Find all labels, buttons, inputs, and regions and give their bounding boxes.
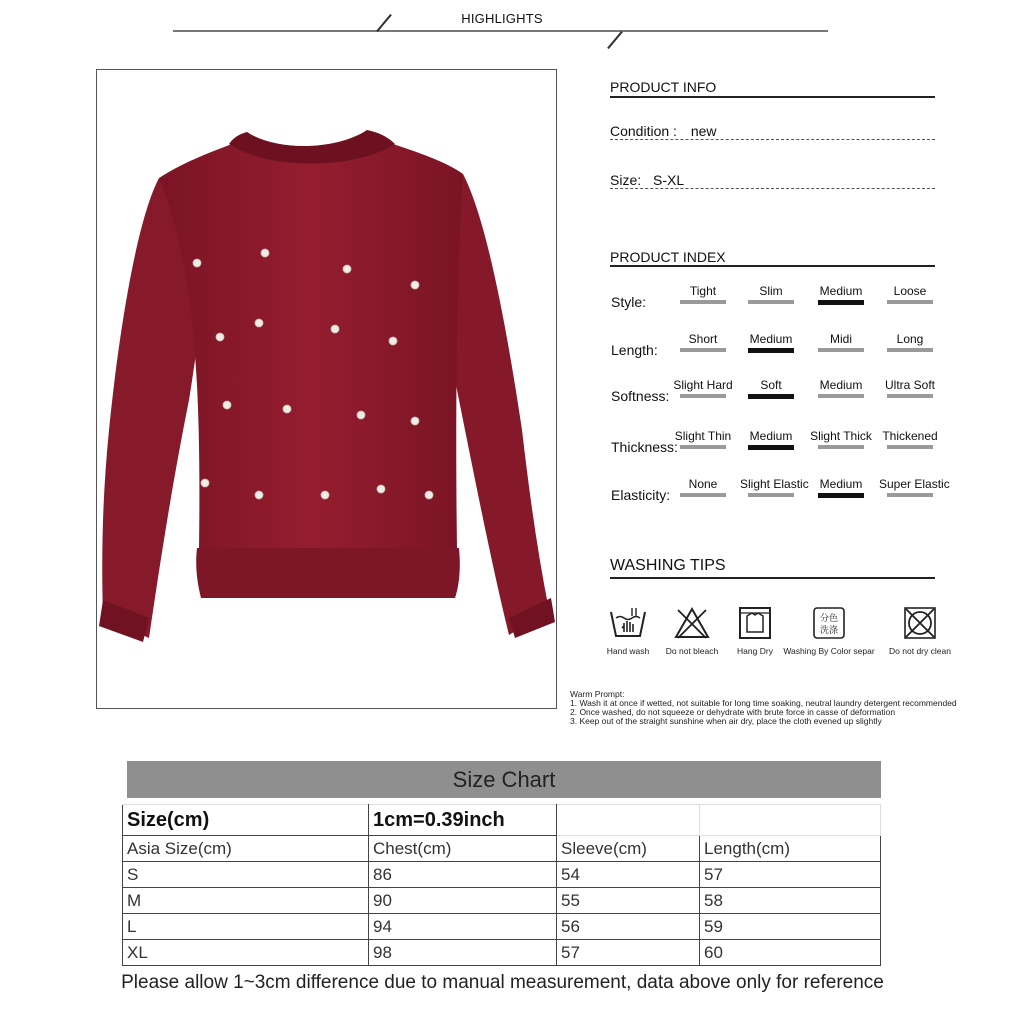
wash-by-color-glyph-bottom: 洗涤 <box>819 626 839 636</box>
pearl-bead <box>411 281 419 289</box>
blank-header-cell <box>557 805 700 836</box>
highlights-title: HIGHLIGHTS <box>461 11 543 26</box>
index-option-label: Slight Hard <box>673 378 733 392</box>
index-option <box>879 284 941 304</box>
table-cell: 58 <box>700 888 881 914</box>
size-chart-note: Please allow 1~3cm difference due to manual measurement, data above only for reference <box>121 972 884 993</box>
index-option <box>672 284 734 304</box>
index-option-label: Long <box>896 332 924 346</box>
index-option <box>879 429 941 449</box>
pearl-bead <box>411 417 419 425</box>
index-option <box>810 378 872 398</box>
table-cell: 90 <box>369 888 557 914</box>
warm-prompt <box>570 690 957 726</box>
index-option <box>879 332 941 352</box>
index-option-bar <box>680 445 726 449</box>
blank-header-cell <box>700 805 881 836</box>
table-cell: 59 <box>700 914 881 940</box>
size-chart-header-row <box>123 805 881 836</box>
hand-wash-icon <box>608 606 648 640</box>
table-cell: 60 <box>700 940 881 966</box>
column-header-asia-size: Asia Size(cm) <box>123 836 369 862</box>
pearl-bead <box>255 491 263 499</box>
size-label: Size: <box>610 172 642 188</box>
index-option-label: Slim <box>759 284 783 298</box>
pearl-bead <box>357 411 365 419</box>
do-not-dry-clean-icon <box>902 606 938 640</box>
index-option-label: Slight Thick <box>810 429 872 443</box>
index-option-selected-bar <box>818 300 864 305</box>
index-option <box>740 332 802 353</box>
index-option-bar <box>748 493 794 497</box>
index-option <box>672 477 734 497</box>
index-option <box>810 284 872 305</box>
column-header-chest: Chest(cm) <box>369 836 557 862</box>
index-option <box>672 378 734 398</box>
size-chart-table <box>122 804 881 966</box>
index-option <box>740 477 809 497</box>
pearl-bead <box>216 333 224 341</box>
sweater-illustration <box>97 70 557 709</box>
index-option-bar <box>887 300 933 304</box>
table-row <box>123 914 881 940</box>
pearl-bead <box>261 249 269 257</box>
index-row-label: Thickness: <box>611 439 678 455</box>
table-cell: M <box>123 888 369 914</box>
index-option-bar <box>887 348 933 352</box>
product-index-rule <box>610 265 935 267</box>
index-option-label: Short <box>688 332 718 346</box>
index-option-selected-bar <box>818 493 864 498</box>
highlights-slash-right <box>607 31 623 49</box>
index-option-bar <box>887 445 933 449</box>
conversion-header: 1cm=0.39inch <box>369 805 557 836</box>
index-option-bar <box>748 300 794 304</box>
index-option-label: Tight <box>689 284 717 298</box>
pearl-bead <box>255 319 263 327</box>
index-option <box>740 284 802 304</box>
index-option-label: Medium <box>749 332 793 346</box>
table-cell: L <box>123 914 369 940</box>
index-option <box>672 332 734 352</box>
index-row-label: Length: <box>611 342 658 358</box>
table-row <box>123 862 881 888</box>
index-option <box>740 378 802 399</box>
pearl-bead <box>201 479 209 487</box>
size-chart-columns-row <box>123 836 881 862</box>
wash-by-color-icon <box>812 606 846 640</box>
index-option <box>879 378 941 398</box>
table-cell: S <box>123 862 369 888</box>
pearl-bead <box>425 491 433 499</box>
pearl-bead <box>223 401 231 409</box>
index-option-bar <box>818 445 864 449</box>
table-cell: 57 <box>700 862 881 888</box>
table-cell: 56 <box>557 914 700 940</box>
highlights-rule <box>173 30 828 32</box>
index-option-selected-bar <box>748 445 794 450</box>
do-not-bleach-icon-item <box>660 606 724 656</box>
index-option-label: Thickened <box>882 429 938 443</box>
do-not-bleach-icon <box>674 606 710 640</box>
washing-tips-title: WASHING TIPS <box>610 557 726 574</box>
product-info-rule <box>610 96 935 98</box>
column-header-sleeve: Sleeve(cm) <box>557 836 700 862</box>
washing-tips-rule <box>610 577 935 579</box>
size-row <box>610 172 684 188</box>
product-index-title: PRODUCT INDEX <box>610 249 726 265</box>
index-option-label: Medium <box>819 477 863 491</box>
table-cell: XL <box>123 940 369 966</box>
hang-dry-icon <box>738 606 772 640</box>
table-row <box>123 940 881 966</box>
hang-dry-label: Hang Dry <box>737 646 773 656</box>
warm-prompt-line-1: 1. Wash it at once if wetted, not suitable for long time soaking, neutral laundry detergent recommended <box>570 698 957 708</box>
index-option-label: Soft <box>760 378 782 392</box>
index-option-label: Midi <box>829 332 852 346</box>
table-cell: 54 <box>557 862 700 888</box>
index-option-bar <box>887 394 933 398</box>
table-cell: 86 <box>369 862 557 888</box>
index-option <box>672 429 734 449</box>
table-cell: 98 <box>369 940 557 966</box>
index-option <box>879 477 950 497</box>
index-option-bar <box>818 348 864 352</box>
pearl-bead <box>283 405 291 413</box>
condition-row <box>610 123 717 139</box>
index-option-selected-bar <box>748 394 794 399</box>
index-row-label: Softness: <box>611 388 670 404</box>
hand-wash-label: Hand wash <box>606 646 650 656</box>
index-option-label: Medium <box>749 429 793 443</box>
column-header-length: Length(cm) <box>700 836 881 862</box>
pearl-bead <box>331 325 339 333</box>
table-cell: 55 <box>557 888 700 914</box>
condition-dashed-rule <box>610 139 935 140</box>
warm-prompt-line-2: 2. Once washed, do not squeeze or dehydrate with brute force in casse of deformation <box>570 707 896 717</box>
product-image <box>96 69 557 709</box>
wash-by-color-label: Washing By Color separ <box>783 646 875 656</box>
hand-wash-icon-item <box>598 606 658 656</box>
size-value: S-XL <box>653 172 685 188</box>
warm-prompt-line-3: 3. Keep out of the straight sunshine when air dry, place the cloth evened up slightly <box>570 716 882 726</box>
warm-prompt-title: Warm Prompt: <box>570 689 625 699</box>
index-option-label: Slight Elastic <box>740 477 809 491</box>
index-option <box>810 429 872 449</box>
index-option-bar <box>680 394 726 398</box>
index-option-label: Slight Thin <box>674 429 732 443</box>
index-option <box>740 429 802 450</box>
index-option-label: Medium <box>819 378 863 392</box>
product-info-title: PRODUCT INFO <box>610 79 717 95</box>
index-option-selected-bar <box>748 348 794 353</box>
table-cell: 57 <box>557 940 700 966</box>
do-not-dry-clean-icon-item <box>882 606 958 656</box>
size-cm-header: Size(cm) <box>123 805 369 836</box>
size-dashed-rule <box>610 188 935 189</box>
pearl-bead <box>193 259 201 267</box>
table-row <box>123 888 881 914</box>
index-option-bar <box>887 493 933 497</box>
pearl-bead <box>377 485 385 493</box>
hang-dry-icon-item <box>730 606 780 656</box>
wash-by-color-glyph-top: 分色 <box>819 614 839 624</box>
index-row-label: Elasticity: <box>611 487 671 503</box>
pearl-bead <box>343 265 351 273</box>
condition-value: new <box>690 123 717 139</box>
index-option-label: Super Elastic <box>879 477 950 491</box>
condition-label: Condition : <box>610 123 677 139</box>
pearl-bead <box>321 491 329 499</box>
size-chart-title: Size Chart <box>127 761 881 798</box>
index-option-bar <box>680 493 726 497</box>
wash-by-color-icon-item <box>782 606 876 656</box>
do-not-dry-clean-label: Do not dry clean <box>889 646 951 656</box>
index-option-label: Loose <box>893 284 927 298</box>
index-option <box>810 477 872 498</box>
index-option-bar <box>680 300 726 304</box>
table-cell: 94 <box>369 914 557 940</box>
index-option-bar <box>818 394 864 398</box>
index-option-label: None <box>688 477 718 491</box>
index-option-label: Ultra Soft <box>884 378 935 392</box>
do-not-bleach-label: Do not bleach <box>665 646 719 656</box>
index-row-label: Style: <box>611 294 647 310</box>
index-option <box>810 332 872 352</box>
index-option-label: Medium <box>819 284 863 298</box>
pearl-bead <box>389 337 397 345</box>
index-option-bar <box>680 348 726 352</box>
